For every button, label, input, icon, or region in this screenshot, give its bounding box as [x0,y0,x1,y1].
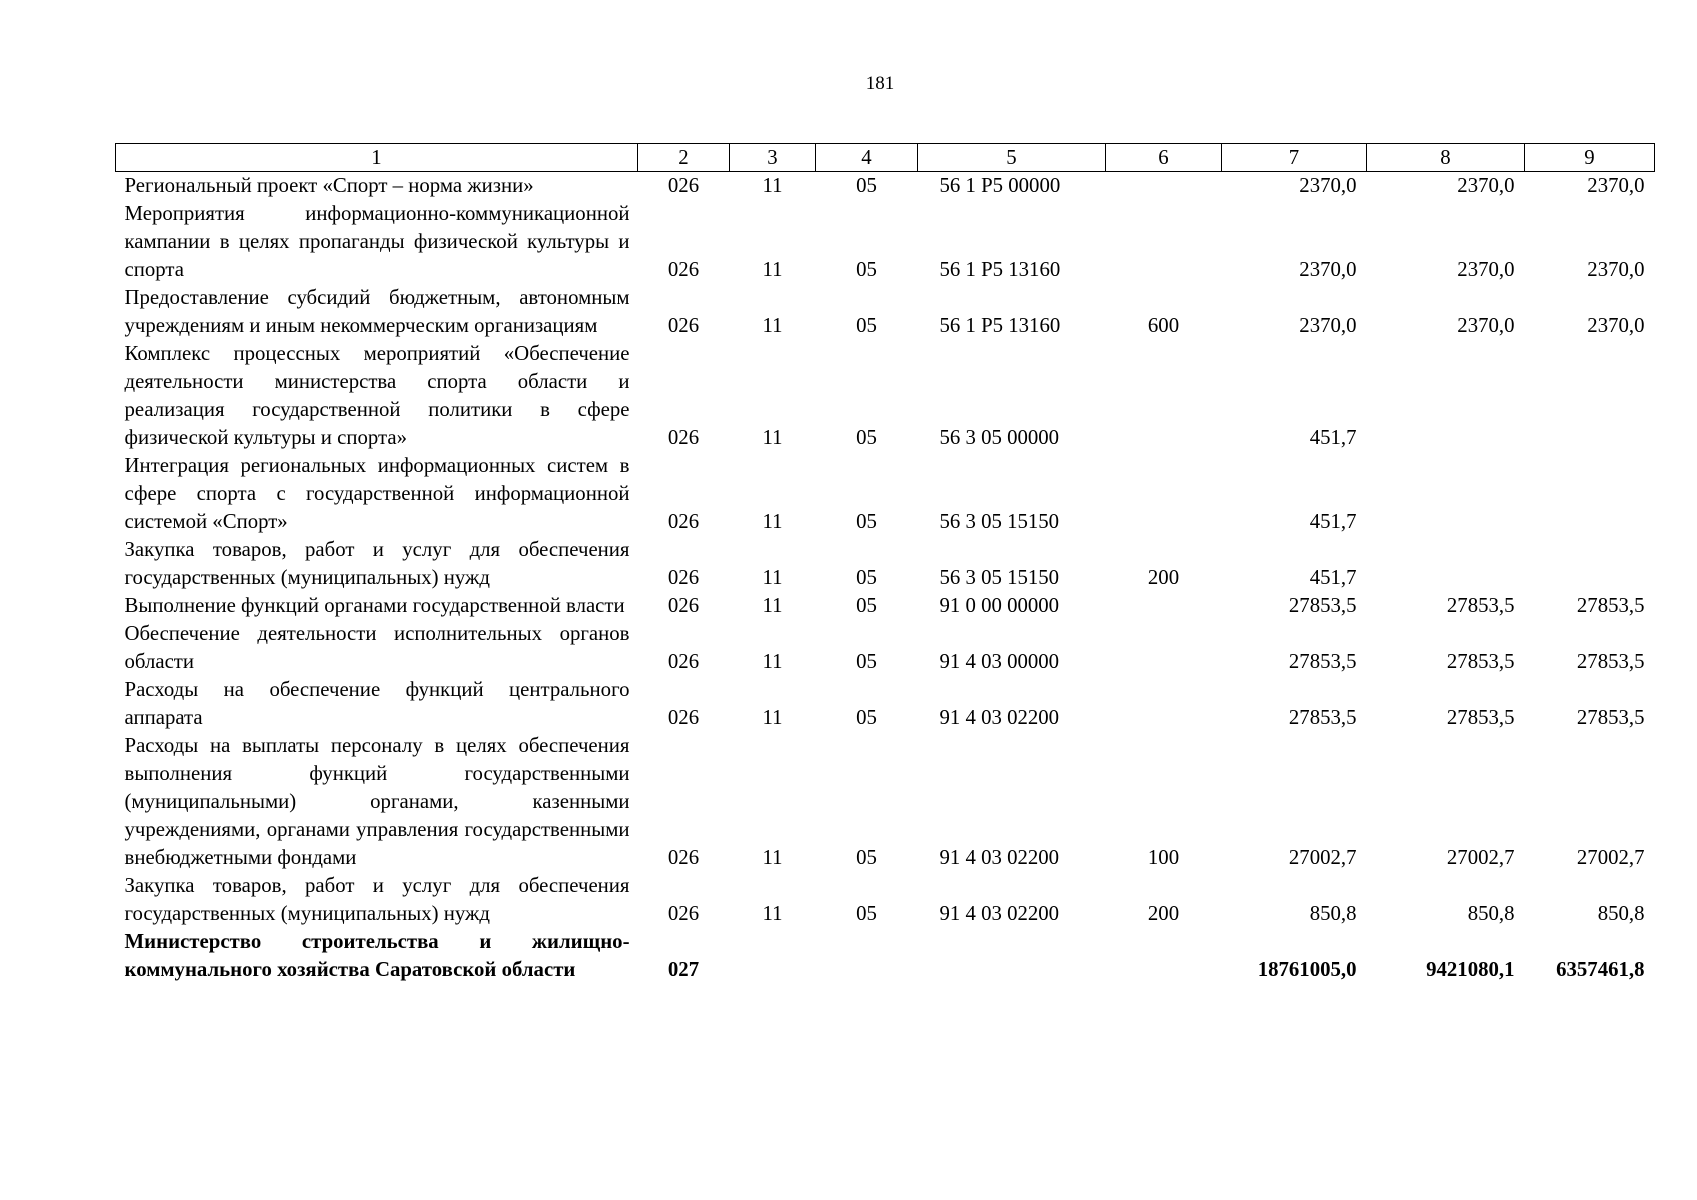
table-row [116,620,1655,676]
amount-year-3: 850,8 [1597,902,1645,925]
column-header: 2 [638,144,730,172]
amount-year-1: 27853,5 [1288,650,1357,673]
amount-year-2: 27002,7 [1446,846,1515,869]
table-row [116,872,1655,928]
row-description: Закупка товаров, работ и услуг для обеспечения государственных (муниципальных) нужд [124,538,630,589]
target-article: 91 4 03 02200 [939,902,1060,925]
subsection-code: 05 [856,510,877,533]
amount-year-3: 2370,0 [1587,314,1645,337]
section-code: 11 [762,174,783,197]
amount-year-1: 451,7 [1309,426,1357,449]
amount-year-1: 27002,7 [1288,846,1357,869]
amount-year-2: 850,8 [1467,902,1515,925]
budget-table [115,143,1655,984]
amount-year-2 [1367,452,1525,536]
subsection-code: 05 [856,258,877,281]
amount-year-1: 27853,5 [1288,706,1357,729]
ministry-code: 026 [667,510,700,533]
table-row [116,452,1655,536]
ministry-code: 026 [667,174,700,197]
target-article: 56 3 05 15150 [939,566,1060,589]
column-header: 4 [816,144,918,172]
ministry-code: 026 [667,706,700,729]
subsection-code: 05 [856,706,877,729]
target-article: 56 1 P5 13160 [939,258,1061,281]
table-row [116,592,1655,620]
amount-year-2: 2370,0 [1457,174,1515,197]
row-description: Комплекс процессных мероприятий «Обеспечение деятельности министерства спорта области и реализация государственной политики в сфере физической культуры и спорта» [124,342,630,449]
ministry-code: 026 [667,846,700,869]
amount-year-3: 2370,0 [1587,174,1645,197]
ministry-code: 026 [667,426,700,449]
target-article: 56 1 P5 00000 [939,174,1061,197]
column-header: 8 [1367,144,1525,172]
amount-year-1: 27853,5 [1288,594,1357,617]
column-header: 7 [1222,144,1367,172]
section-code: 11 [762,846,783,869]
amount-year-3 [1525,340,1655,452]
expense-type: 200 [1147,566,1180,589]
section-code: 11 [762,706,783,729]
amount-year-2 [1367,536,1525,592]
section-code: 11 [762,258,783,281]
expense-type [1106,340,1222,452]
column-header: 1 [116,144,638,172]
subsection-code: 05 [856,594,877,617]
row-description: Расходы на обеспечение функций центрального аппарата [124,678,630,729]
amount-year-3: 27853,5 [1576,706,1645,729]
expense-type: 600 [1147,314,1180,337]
expense-type: 100 [1147,846,1180,869]
amount-year-3: 27002,7 [1576,846,1645,869]
target-article: 56 3 05 00000 [939,426,1060,449]
table-body [116,172,1655,985]
amount-year-2: 2370,0 [1457,314,1515,337]
subsection-code: 05 [856,566,877,589]
ministry-code: 026 [667,594,700,617]
expense-type [1106,452,1222,536]
ministry-code: 026 [667,566,700,589]
table-row [116,340,1655,452]
section-code: 11 [762,902,783,925]
amount-year-2: 9421080,1 [1426,958,1515,981]
amount-year-2: 27853,5 [1446,594,1515,617]
amount-year-1: 451,7 [1309,566,1357,589]
column-header: 9 [1525,144,1655,172]
expense-type: 200 [1147,902,1180,925]
table-row [116,284,1655,340]
subsection-code: 05 [856,650,877,673]
row-description: Обеспечение деятельности исполнительных органов области [124,622,630,673]
amount-year-3: 27853,5 [1576,594,1645,617]
amount-year-2: 2370,0 [1457,258,1515,281]
subsection-code: 05 [856,314,877,337]
table-row [116,676,1655,732]
table-row [116,172,1655,201]
amount-year-2 [1367,340,1525,452]
subsection-code [816,928,918,984]
expense-type [1106,592,1222,620]
section-code: 11 [762,566,783,589]
subsection-code: 05 [856,902,877,925]
row-description: Мероприятия информационно-коммуникационной кампании в целях пропаганды физической культуры и спорта [124,202,630,281]
amount-year-3 [1525,536,1655,592]
ministry-code: 026 [667,314,700,337]
row-description: Региональный проект «Спорт – норма жизни» [124,174,534,197]
row-description: Выполнение функций органами государственной власти [124,594,625,617]
column-header: 3 [730,144,816,172]
target-article: 91 0 00 00000 [939,594,1060,617]
amount-year-1: 2370,0 [1299,258,1357,281]
amount-year-1: 451,7 [1309,510,1357,533]
ministry-code: 026 [667,650,700,673]
expense-type [1106,928,1222,984]
page-number: 181 [865,73,895,94]
header-row [116,144,1655,172]
section-code: 11 [762,426,783,449]
amount-year-3: 6357461,8 [1556,958,1645,981]
row-description: Министерство строительства и жилищно-коммунального хозяйства Саратовской области [124,930,630,981]
amount-year-1: 850,8 [1309,902,1357,925]
amount-year-3 [1525,452,1655,536]
ministry-code: 026 [667,258,700,281]
target-article: 91 4 03 02200 [939,706,1060,729]
target-article [918,928,1106,984]
row-description: Предоставление субсидий бюджетным, автономным учреждениям и иным некоммерческим организациям [124,286,630,337]
amount-year-2: 27853,5 [1446,650,1515,673]
amount-year-1: 2370,0 [1299,174,1357,197]
target-article: 56 3 05 15150 [939,510,1060,533]
amount-year-1: 18761005,0 [1257,958,1357,981]
ministry-code: 027 [667,958,700,981]
section-code: 11 [762,510,783,533]
amount-year-3: 2370,0 [1587,258,1645,281]
section-code: 11 [762,594,783,617]
table-row [116,536,1655,592]
target-article: 91 4 03 02200 [939,846,1060,869]
target-article: 91 4 03 00000 [939,650,1060,673]
target-article: 56 1 P5 13160 [939,314,1061,337]
section-code: 11 [762,650,783,673]
subsection-code: 05 [856,174,877,197]
expense-type [1106,676,1222,732]
expense-type [1106,172,1222,201]
column-header: 6 [1106,144,1222,172]
row-description: Интеграция региональных информационных систем в сфере спорта с государственной информационной системой «Спорт» [124,454,630,533]
amount-year-2: 27853,5 [1446,706,1515,729]
subsection-code: 05 [856,426,877,449]
amount-year-3: 27853,5 [1576,650,1645,673]
subsection-code: 05 [856,846,877,869]
section-code: 11 [762,314,783,337]
row-description: Расходы на выплаты персоналу в целях обеспечения выполнения функций государственными (муниципальными) органами, казенными учреждениями, органами управления государственными внебюджетными фондами [124,734,630,869]
table-row [116,928,1655,984]
table-row [116,200,1655,284]
expense-type [1106,200,1222,284]
row-description: Закупка товаров, работ и услуг для обеспечения государственных (муниципальных) нужд [124,874,630,925]
expense-type [1106,620,1222,676]
section-code [730,928,816,984]
table-row [116,732,1655,872]
amount-year-1: 2370,0 [1299,314,1357,337]
column-header: 5 [918,144,1106,172]
ministry-code: 026 [667,902,700,925]
